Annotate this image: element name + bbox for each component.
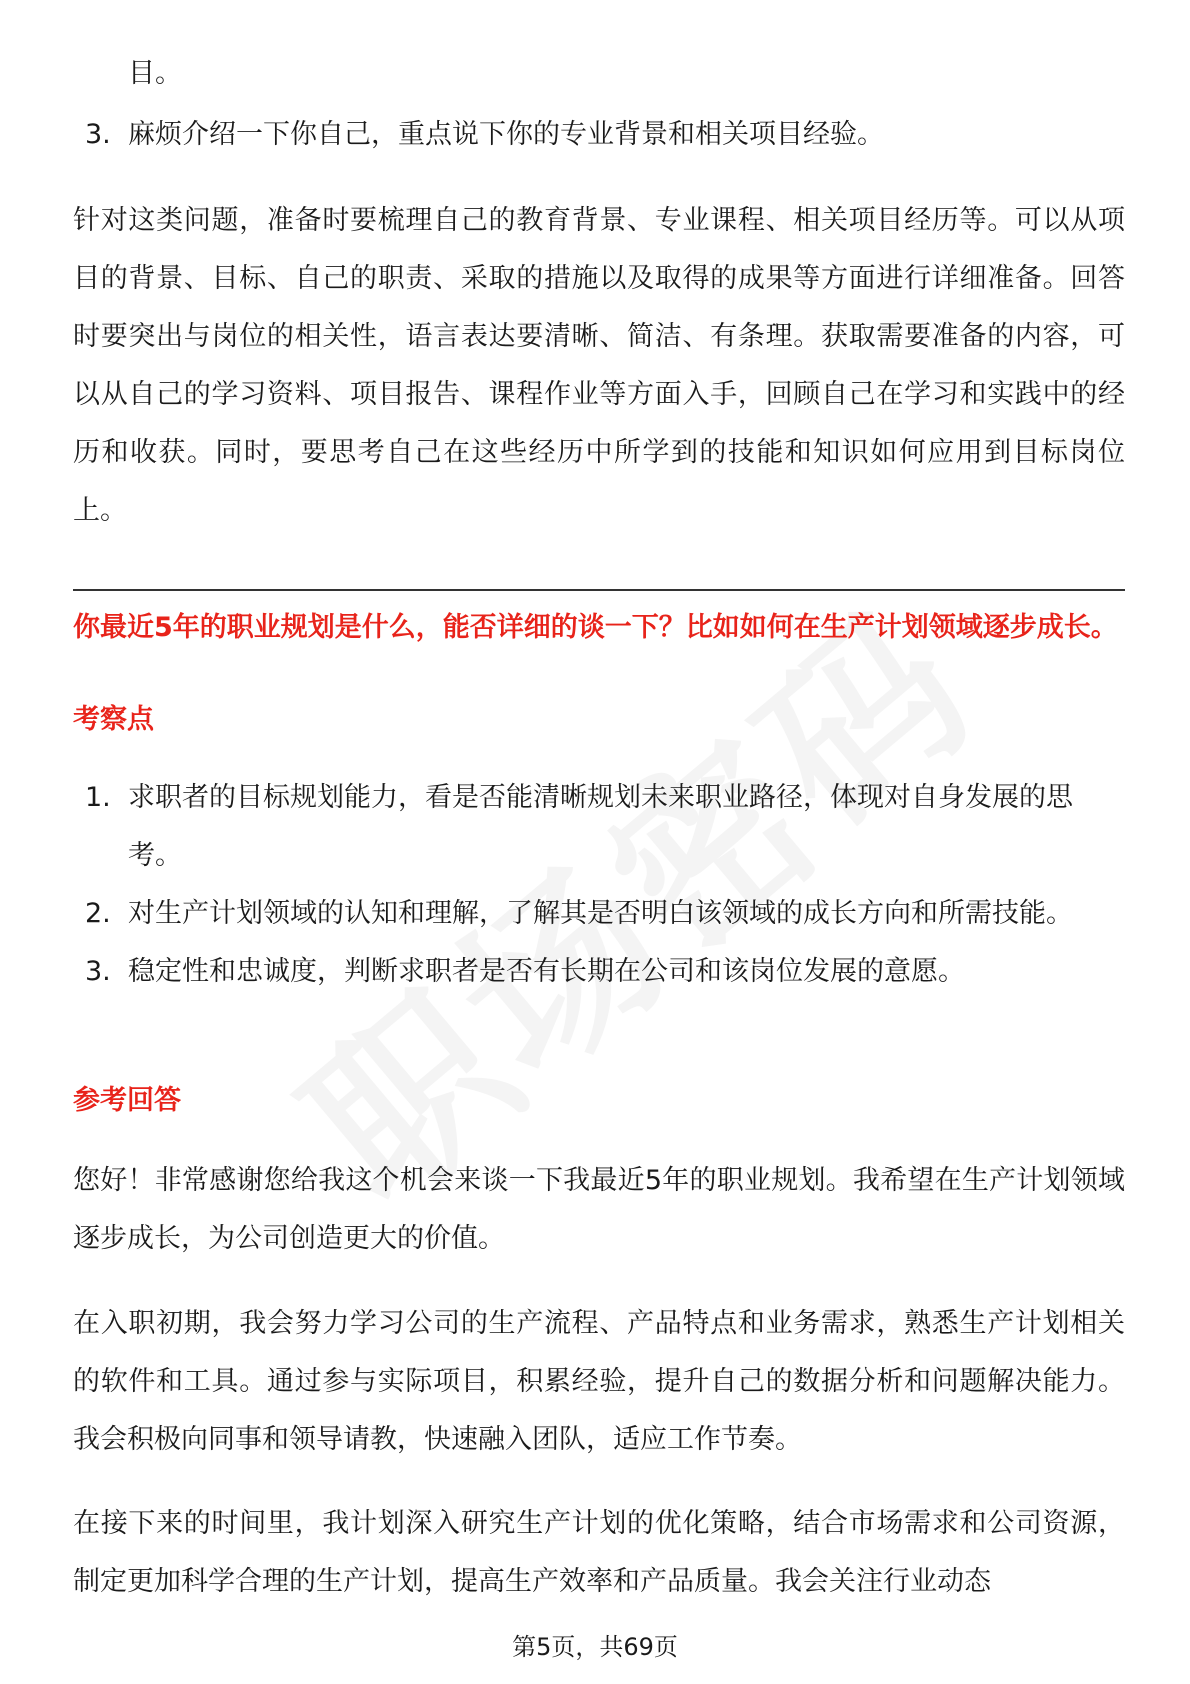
points-list bbox=[73, 769, 1125, 1001]
answer-paragraph: 在入职初期，我会努力学习公司的生产流程、产品特点和业务需求，熟悉生产计划相关的软件和工具。通过参与实际项目，积累经验，提升自己的数据分析和问题解决能力。我会积极向同事和领导请教，快速融入团队，适应工作节奏。 bbox=[73, 1308, 1125, 1455]
intro-list bbox=[73, 106, 1125, 164]
question-title: 你最近5年的职业规划是什么，能否详细的谈一下？比如如何在生产计划领域逐步成长。 bbox=[73, 612, 1118, 643]
list-item-text: 麻烦介绍一下你自己，重点说下你的专业背景和相关项目经验。 bbox=[128, 119, 884, 150]
list-item-text: 稳定性和忠诚度，判断求职者是否有长期在公司和该岗位发展的意愿。 bbox=[128, 956, 965, 987]
list-item-number: 2. bbox=[85, 898, 111, 929]
list-item bbox=[73, 106, 1125, 164]
answer-heading: 参考回答 bbox=[73, 1085, 181, 1116]
list-item-number: 3. bbox=[85, 956, 111, 987]
list-item-text: 求职者的目标规划能力，看是否能清晰规划未来职业路径，体现对自身发展的思考。 bbox=[128, 782, 1073, 871]
list-item bbox=[73, 943, 1125, 1001]
list-item-number: 3. bbox=[85, 119, 111, 150]
list-item bbox=[73, 769, 1125, 885]
continued-list-fragment: 目。 bbox=[128, 58, 182, 89]
section-divider bbox=[73, 589, 1125, 591]
page-number: 第5页，共69页 bbox=[512, 1633, 678, 1661]
list-item bbox=[73, 885, 1125, 943]
answer-paragraph: 在接下来的时间里，我计划深入研究生产计划的优化策略，结合市场需求和公司资源，制定更加科学合理的生产计划，提高生产效率和产品质量。我会关注行业动态 bbox=[73, 1508, 1125, 1597]
list-item-text: 对生产计划领域的认知和理解，了解其是否明白该领域的成长方向和所需技能。 bbox=[128, 898, 1073, 929]
answer-paragraph: 您好！非常感谢您给我这个机会来谈一下我最近5年的职业规划。我希望在生产计划领域逐步成长，为公司创造更大的价值。 bbox=[73, 1165, 1125, 1254]
points-heading: 考察点 bbox=[73, 704, 154, 735]
list-item-number: 1. bbox=[85, 782, 111, 813]
intro-paragraph: 针对这类问题，准备时要梳理自己的教育背景、专业课程、相关项目经历等。可以从项目的背景、目标、自己的职责、采取的措施以及取得的成果等方面进行详细准备。回答时要突出与岗位的相关性，语言表达要清晰、简洁、有条理。获取需要准备的内容，可以从自己的学习资料、项目报告、课程作业等方面入手，回顾自己在学习和实践中的经历和收获。同时，要思考自己在这些经历中所学到的技能和知识如何应用到目标岗位上。 bbox=[73, 205, 1125, 526]
